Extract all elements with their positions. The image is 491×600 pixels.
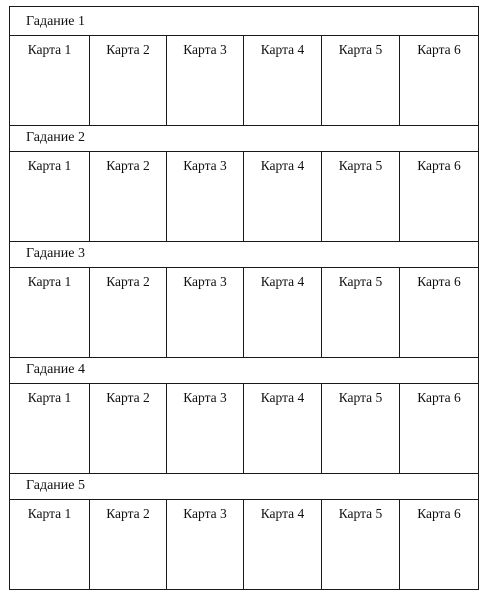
reading-title: Гадание 4 bbox=[10, 355, 478, 384]
reading-title: Гадание 1 bbox=[10, 7, 478, 36]
card-cell-6: Карта 6 bbox=[417, 274, 461, 289]
card-cell-3: Карта 3 bbox=[167, 268, 244, 357]
card-cell-3: Карта 3 bbox=[167, 152, 244, 241]
card-cell-3: Карта 3 bbox=[167, 36, 244, 125]
reading-title: Гадание 3 bbox=[10, 239, 478, 268]
divination-sheet bbox=[9, 6, 479, 590]
card-cell-4: Карта 4 bbox=[244, 152, 322, 241]
card-cell-2: Карта 2 bbox=[90, 152, 167, 241]
card-cell-5: Карта 5 bbox=[322, 500, 400, 589]
card-cell-5: Карта 5 bbox=[322, 152, 400, 241]
card-cell-5: Карта 5 bbox=[322, 384, 400, 473]
card-cell-6: Карта 6 bbox=[417, 390, 461, 405]
card-cell-1: Карта 1 bbox=[10, 384, 90, 473]
reading-title: Гадание 5 bbox=[10, 471, 478, 500]
card-cell-6: Карта 6 bbox=[417, 42, 461, 57]
reading-title: Гадание 2 bbox=[10, 123, 478, 152]
card-cell-1: Карта 1 bbox=[10, 36, 90, 125]
card-cell-4: Карта 4 bbox=[244, 500, 322, 589]
cards-row bbox=[10, 500, 478, 589]
cards-row bbox=[10, 36, 478, 125]
cards-row bbox=[10, 384, 478, 473]
card-cell-2: Карта 2 bbox=[90, 268, 167, 357]
card-cell-4: Карта 4 bbox=[244, 36, 322, 125]
card-cell-1: Карта 1 bbox=[10, 268, 90, 357]
card-cell-4: Карта 4 bbox=[244, 268, 322, 357]
card-cell-1: Карта 1 bbox=[10, 152, 90, 241]
card-cell-2: Карта 2 bbox=[90, 384, 167, 473]
card-cell-6: Карта 6 bbox=[417, 506, 461, 521]
cards-row bbox=[10, 268, 478, 357]
card-cell-3: Карта 3 bbox=[167, 500, 244, 589]
card-cell-5: Карта 5 bbox=[322, 268, 400, 357]
card-cell-1: Карта 1 bbox=[10, 500, 90, 589]
card-cell-3: Карта 3 bbox=[167, 384, 244, 473]
card-cell-6: Карта 6 bbox=[417, 158, 461, 173]
card-cell-5: Карта 5 bbox=[322, 36, 400, 125]
card-cell-2: Карта 2 bbox=[90, 500, 167, 589]
cards-row bbox=[10, 152, 478, 241]
card-cell-2: Карта 2 bbox=[90, 36, 167, 125]
card-cell-4: Карта 4 bbox=[244, 384, 322, 473]
